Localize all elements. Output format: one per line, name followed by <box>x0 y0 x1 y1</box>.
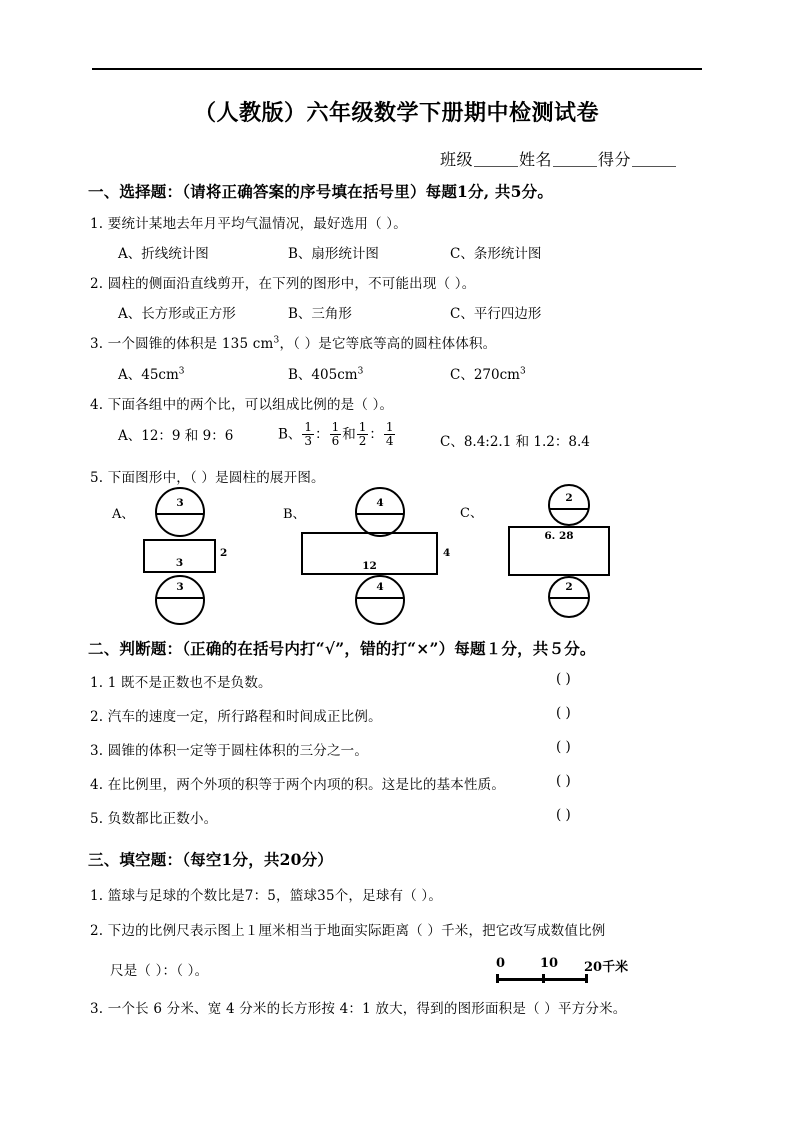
name-label: 姓名 <box>519 150 553 169</box>
figure-a-rect-side-value: 2 <box>220 547 228 559</box>
figure-c-rectangle <box>508 526 610 576</box>
figure-a-rectangle <box>143 539 216 573</box>
question-1-4-option-c[interactable] <box>440 430 590 450</box>
question-text: 圆柱的侧面沿直线剪开，在下列的图形中，不可能出现（ ）。 <box>107 276 476 292</box>
figure-b-rectangle <box>301 532 438 575</box>
answer-paren-2-5[interactable]: ( ) <box>556 807 571 823</box>
circle-diameter-line <box>357 513 403 515</box>
fraction-numerator: 1 <box>331 420 340 434</box>
figure-a-rect-bottom-value: 3 <box>175 557 184 569</box>
section-2-heading: 二、判断题：（正确的在括号内打“√”，错的打“×”）每题１分，共５分。 <box>88 639 596 658</box>
scale-bar-tick-start <box>496 974 499 983</box>
question-2-3 <box>90 739 368 759</box>
score-label: 得分 <box>598 150 632 169</box>
answer-paren-2-4[interactable]: ( ) <box>556 773 571 789</box>
question-3-3 <box>90 997 626 1017</box>
question-text: 篮球与足球的个数比是7：5，篮球35个，足球有（ ）。 <box>107 888 443 904</box>
question-number: 4. <box>90 777 104 793</box>
question-number: 5. <box>90 811 104 827</box>
cylinder-net-figure-b[interactable] <box>283 487 463 612</box>
ratio-colon-1: ： <box>315 426 329 443</box>
fraction-one-sixth <box>330 421 342 447</box>
question-text: 下面图形中，（ ）是圆柱的展开图。 <box>107 470 325 486</box>
question-1-3-options <box>118 363 526 383</box>
option-b-label: B、405cm <box>288 367 358 383</box>
answer-paren-2-1[interactable]: ( ) <box>556 671 571 687</box>
figure-b-top-circle-value: 4 <box>376 497 384 509</box>
question-number: 1. <box>90 888 104 904</box>
question-number: 1. <box>90 216 104 232</box>
section-3-heading: 三、填空题：（每空1分，共20分） <box>88 850 334 869</box>
figure-a-bottom-circle-value: 3 <box>176 581 184 593</box>
question-number: 3. <box>90 336 104 352</box>
question-1-4-option-a[interactable] <box>118 424 233 444</box>
fraction-denominator: 3 <box>304 433 313 448</box>
fraction-numerator: 1 <box>385 420 394 434</box>
question-number: 3. <box>90 1001 104 1017</box>
question-3-2-line-1 <box>90 919 605 939</box>
question-1-5 <box>90 466 325 486</box>
figure-b-bottom-circle-value: 4 <box>376 581 384 593</box>
answer-paren-2-2[interactable]: ( ) <box>556 705 571 721</box>
option-b-prefix: B、 <box>278 426 302 443</box>
question-number: 4. <box>90 397 104 413</box>
question-text-before: 一个圆锥的体积是 135 cm <box>107 336 274 352</box>
figure-a-top-circle-value: 3 <box>176 497 184 509</box>
circle-diameter-line <box>357 597 403 599</box>
header-divider-rule <box>92 68 702 70</box>
fraction-denominator: 2 <box>358 433 367 448</box>
question-text: 下面各组中的两个比，可以组成比例的是（ ）。 <box>107 397 394 413</box>
cylinder-net-figure-c[interactable] <box>460 484 630 612</box>
question-text: 1 既不是正数也不是负数。 <box>107 675 272 691</box>
figure-b-label: B、 <box>283 507 306 522</box>
question-text: 圆锥的体积一定等于圆柱体积的三分之一。 <box>107 743 369 759</box>
answer-paren-2-3[interactable]: ( ) <box>556 739 571 755</box>
figure-c-bottom-circle <box>548 576 590 618</box>
scale-bar-tick-labels <box>496 956 629 975</box>
fraction-one-third <box>302 421 314 447</box>
fraction-one-half <box>357 421 369 447</box>
option-a-superscript: 3 <box>178 366 185 377</box>
question-text-superscript: 3 <box>273 335 280 346</box>
scale-bar-tick-end <box>585 974 588 983</box>
figure-c-top-circle <box>548 484 590 526</box>
page-title: （人教版）六年级数学下册期中检测试卷 <box>193 100 599 126</box>
scale-tick-label-20: 20千米 <box>584 960 629 975</box>
conjunction-he: 和 <box>342 426 356 443</box>
circle-diameter-line <box>157 597 203 599</box>
circle-diameter-line <box>550 508 588 510</box>
question-text: 下边的比例尺表示图上１厘米相当于地面实际距离（ ）千米，把它改写成数值比例 <box>107 923 606 939</box>
question-number: 2. <box>90 923 104 939</box>
option-a[interactable]: A、折线统计图 <box>118 246 209 262</box>
cylinder-net-figure-a[interactable] <box>110 487 240 612</box>
question-text: 负数都比正数小。 <box>107 811 218 827</box>
ratio-colon-2: ： <box>369 426 383 443</box>
question-1-4-option-b[interactable] <box>278 422 396 448</box>
figure-b-rect-side-value: 4 <box>443 547 451 559</box>
figure-b-rect-bottom-value: 12 <box>362 560 377 572</box>
student-info-line <box>440 147 677 170</box>
question-2-5 <box>90 807 217 827</box>
question-number: 2. <box>90 709 104 725</box>
option-c[interactable]: C、条形统计图 <box>450 246 542 262</box>
option-c[interactable] <box>450 363 526 383</box>
question-text-after: ，（ ）是它等底等高的圆柱体体积。 <box>279 336 497 352</box>
question-2-1 <box>90 671 272 691</box>
question-text: 在比例里，两个外项的积等于两个内项的积。这是比的基本性质。 <box>107 777 506 793</box>
map-scale-bar <box>496 956 629 990</box>
option-c-label: C、8.4:2.1 和 1.2：8.4 <box>440 434 590 450</box>
question-text: 一个长 6 分米、宽 4 分米的长方形按 4：1 放大，得到的图形面积是（ ）平方分米。 <box>107 1001 627 1017</box>
question-number: 2. <box>90 276 104 292</box>
fraction-one-fourth <box>384 421 396 447</box>
question-1-2-options <box>118 302 541 322</box>
option-b[interactable] <box>288 363 450 383</box>
fraction-denominator: 6 <box>331 433 340 448</box>
question-1-1-options <box>118 242 541 262</box>
question-number: 3. <box>90 743 104 759</box>
question-number: 1. <box>90 675 104 691</box>
figure-c-top-circle-value: 2 <box>565 492 573 504</box>
question-1-4 <box>90 393 393 413</box>
scale-bar-tick-middle <box>542 974 545 983</box>
option-a[interactable]: A、长方形或正方形 <box>118 306 236 322</box>
question-number: 5. <box>90 470 104 486</box>
class-label: 班级 <box>440 150 474 169</box>
figure-a-top-circle <box>155 487 205 537</box>
figure-b-bottom-circle <box>355 575 405 625</box>
scale-tick-label-0: 0 <box>496 956 506 971</box>
option-a-label: A、45cm <box>118 367 179 383</box>
figure-c-bottom-circle-value: 2 <box>565 581 573 593</box>
score-blank-field[interactable] <box>632 152 676 167</box>
class-blank-field[interactable] <box>474 152 518 167</box>
option-b-superscript: 3 <box>357 366 364 377</box>
question-1-1 <box>90 212 407 232</box>
fraction-numerator: 1 <box>304 420 313 434</box>
option-a-label: A、12：9 和 9：6 <box>118 428 234 444</box>
circle-diameter-line <box>157 513 203 515</box>
circle-diameter-line <box>550 597 588 599</box>
option-c-label: C、270cm <box>450 367 520 383</box>
question-1-2 <box>90 272 475 292</box>
question-1-3 <box>90 332 496 352</box>
question-2-4 <box>90 773 505 793</box>
option-b[interactable]: B、扇形统计图 <box>288 246 379 262</box>
question-2-2 <box>90 705 382 725</box>
question-text: 汽车的速度一定，所行路程和时间成正比例。 <box>107 709 382 725</box>
section-1-heading: 一、选择题：（请将正确答案的序号填在括号里）每题1分, 共5分。 <box>88 182 554 201</box>
figure-a-label: A、 <box>112 507 135 522</box>
name-blank-field[interactable] <box>553 152 597 167</box>
figure-c-label: C、 <box>460 506 483 521</box>
figure-b-top-circle <box>355 487 405 537</box>
fraction-numerator: 1 <box>358 420 367 434</box>
question-text: 要统计某地去年月平均气温情况，最好选用（ ）。 <box>107 216 407 232</box>
question-3-1 <box>90 884 442 904</box>
scale-tick-label-10: 10 <box>540 956 559 971</box>
option-b[interactable]: B、三角形 <box>288 306 352 322</box>
figure-c-rect-top-value: 6. 28 <box>544 530 574 542</box>
option-c-superscript: 3 <box>519 366 526 377</box>
fraction-denominator: 4 <box>385 433 394 448</box>
figure-a-bottom-circle <box>155 575 205 625</box>
question-3-2-line-2: 尺是（ ）：（ ）。 <box>110 963 209 979</box>
option-c[interactable]: C、平行四边形 <box>450 306 542 322</box>
option-a[interactable] <box>118 363 288 383</box>
